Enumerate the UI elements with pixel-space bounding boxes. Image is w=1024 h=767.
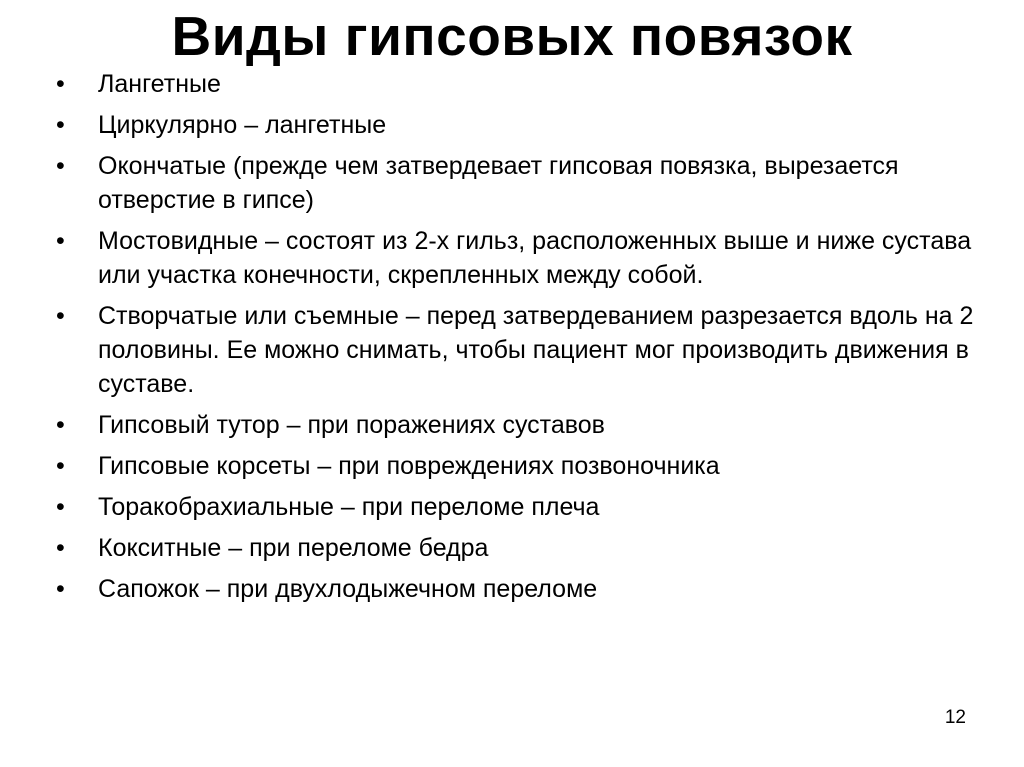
bullet-icon: •: [56, 575, 65, 603]
list-item-text: Гипсовые корсеты – при повреждениях позвоночника: [98, 452, 720, 480]
list-item: [56, 572, 986, 606]
list-item: [56, 108, 986, 142]
list-item: [56, 149, 986, 217]
list-item-text: Гипсовый тутор – при поражениях суставов: [98, 411, 605, 439]
list-item: [56, 531, 986, 565]
list-item-text: Мостовидные – состоят из 2-х гильз, расположенных выше и ниже сустава или участка конечности, скрепленных между собой.: [98, 227, 972, 289]
list-item: [56, 449, 986, 483]
list-item: [56, 299, 986, 401]
bullet-icon: •: [56, 493, 65, 521]
list-item-text: Циркулярно – лангетные: [98, 111, 387, 139]
list-item: [56, 490, 986, 524]
bullet-icon: •: [56, 534, 65, 562]
list-item-text: Торакобрахиальные – при переломе плеча: [98, 493, 600, 521]
list-item-text: Окончатые (прежде чем затвердевает гипсовая повязка, вырезается отверстие в гипсе): [98, 152, 899, 214]
list-item-text: Сапожок – при двухлодыжечном переломе: [98, 575, 598, 603]
bullet-icon: •: [56, 227, 65, 255]
bullet-icon: •: [56, 411, 65, 439]
bullet-list: [56, 67, 986, 613]
list-item: [56, 224, 986, 292]
list-item-text: Лангетные: [98, 70, 221, 98]
bullet-icon: •: [56, 70, 65, 98]
bullet-icon: •: [56, 302, 65, 330]
slide-title: Виды гипсовых повязок: [171, 5, 853, 67]
list-item-text: Створчатые или съемные – перед затвердеванием разрезается вдоль на 2 половины. Ее можно снимать, чтобы пациент мог производить движения в суставе.: [98, 302, 974, 398]
list-item-text: Кокситные – при переломе бедра: [98, 534, 489, 562]
list-item: [56, 408, 986, 442]
page-number: 12: [944, 707, 966, 728]
bullet-icon: •: [56, 111, 65, 139]
list-item: [56, 67, 986, 101]
bullet-icon: •: [56, 452, 65, 480]
bullet-icon: •: [56, 152, 65, 180]
